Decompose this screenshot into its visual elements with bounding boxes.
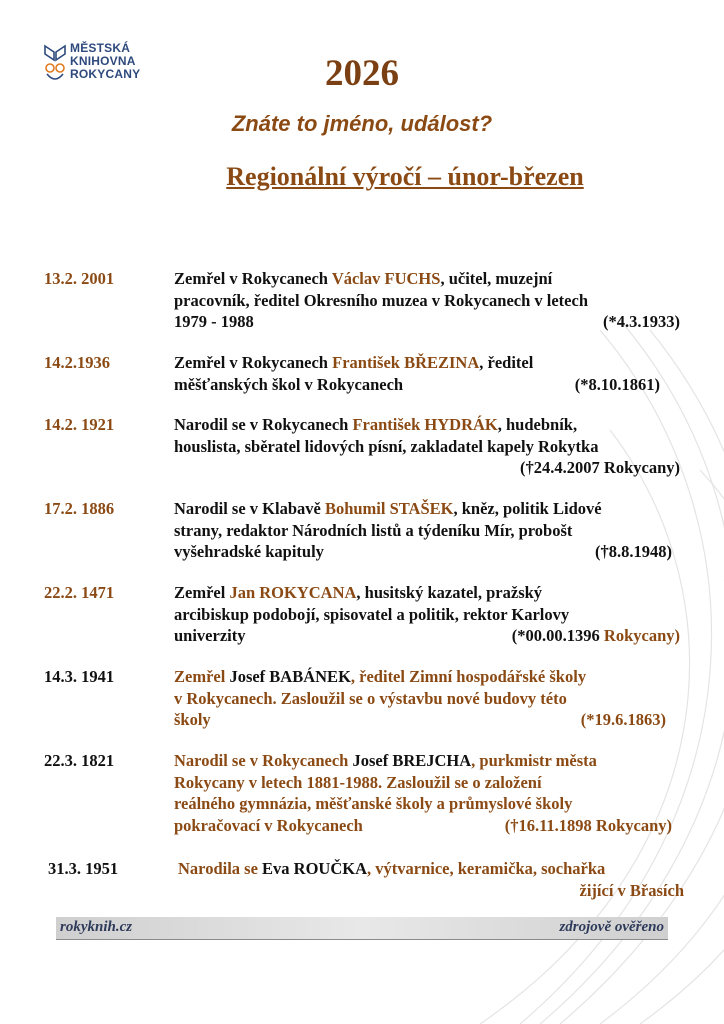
entry-event: Zemřel v Rokycanech	[174, 269, 332, 288]
page-year: 2026	[325, 53, 399, 94]
entry-text	[174, 750, 680, 836]
entry-desc: , učitel, muzejní	[440, 269, 553, 288]
entry-lifedate: (*8.10.1861)	[574, 374, 660, 394]
entry-line: v Rokycanech. Zasloužil se o výstavbu nové budovy této	[174, 688, 567, 708]
entry-date: 17.2. 1886	[44, 499, 115, 518]
page-subtitle: Znáte to jméno, událost?	[231, 111, 493, 136]
entry-date: 14.2.1936	[44, 353, 110, 372]
person-name: Josef BREJCHA	[352, 751, 472, 770]
entry-line: Rokycany v letech 1881-1988. Zasloužil se o založení	[174, 772, 542, 792]
entry-line	[174, 268, 680, 290]
entry-lifedate: (†16.11.1898 Rokycany)	[504, 815, 672, 835]
entry-line	[174, 374, 680, 396]
entry-line	[174, 666, 680, 688]
entry-text	[178, 858, 684, 901]
entry-desc: 1979 - 1988	[174, 312, 254, 331]
entry-event: Zemřel v Rokycanech	[174, 353, 333, 372]
entry-line	[174, 582, 680, 604]
entry-line: pracovník, ředitel Okresního muzea v Rokycanech v letech	[174, 290, 588, 310]
entry-line	[174, 709, 680, 731]
entry-date: 13.2. 2001	[44, 269, 115, 288]
entry-desc: vyšehradské kapituly	[174, 542, 324, 561]
entry-line	[174, 498, 680, 520]
entry-lifedate: (*4.3.1933)	[603, 312, 680, 331]
entry-desc: , ředitel Zimní hospodářské školy	[350, 667, 587, 686]
entry-text	[174, 582, 680, 647]
entry-line: žijící v Břasích	[579, 880, 684, 900]
entry-event: Narodila se	[178, 859, 263, 878]
person-name: Josef BABÁNEK	[229, 667, 351, 686]
entry-desc: pokračovací v Rokycanech	[174, 815, 363, 835]
person-name: Bohumil STAŠEK	[324, 499, 454, 518]
entry-lifedate: (*19.6.1863)	[580, 710, 666, 729]
page-title	[0, 162, 724, 192]
footer-verified-note: zdrojově ověřeno	[559, 919, 664, 935]
entry-line: reálného gymnázia, měšťanské školy a průmyslové školy	[174, 794, 573, 813]
entry-event: Narodil se v Klabavě	[174, 499, 325, 518]
entry-desc: měšťanských škol v Rokycanech	[174, 374, 404, 394]
entry-line: arcibiskup podobojí, spisovatel a politik, rektor Karlovy	[174, 604, 570, 624]
entry-line	[174, 541, 680, 563]
entry-text	[174, 498, 680, 563]
page-title-text: Regionální výročí – únor-březen	[226, 162, 584, 191]
footer-bar	[56, 917, 668, 940]
entry-date: 14.2. 1921	[44, 415, 115, 434]
entry-desc: , hudebník,	[497, 415, 578, 434]
entry-lifedate-place: Rokycany)	[603, 626, 680, 645]
entry-desc: školy	[174, 710, 211, 729]
entry-event: Zemřel	[174, 583, 230, 602]
entry-text	[174, 352, 680, 395]
entry-line	[174, 352, 680, 374]
entry-line	[174, 311, 680, 333]
person-name: Václav FUCHS	[331, 269, 441, 288]
person-name: František BŘEZINA	[332, 353, 480, 372]
entry-line	[174, 750, 680, 772]
entry-line	[174, 625, 680, 647]
entry-line	[178, 858, 684, 880]
entry-text	[174, 414, 680, 479]
entry-lifedate: (†8.8.1948)	[595, 542, 672, 561]
entry-desc: , ředitel	[479, 353, 534, 372]
entry-text	[174, 666, 680, 731]
entry-desc: univerzity	[174, 626, 246, 645]
entry-date: 22.2. 1471	[44, 583, 115, 602]
logo-line-1: MĚSTSKÁ	[70, 41, 131, 55]
entry-desc: , kněz, politik Lidové	[453, 499, 602, 518]
logo-line-3: ROKYCANY	[70, 67, 141, 81]
entry-lifedate-date: (*00.00.1396	[511, 626, 604, 645]
entry-line: strany, redaktor Národních listů a týdeníku Mír, probošt	[174, 520, 573, 540]
entry-desc: , husitský kazatel, pražský	[356, 583, 543, 602]
entry-date: 14.3. 1941	[44, 667, 115, 686]
logo-line-2: KNIHOVNA	[70, 54, 136, 68]
person-name: Eva ROUČKA	[262, 859, 367, 878]
entry-desc: , purkmistr města	[471, 751, 597, 770]
entry-text	[174, 268, 680, 333]
person-name: Jan ROKYCANA	[229, 583, 357, 602]
entry-date: 22.3. 1821	[44, 751, 115, 770]
entry-event: Zemřel	[174, 667, 230, 686]
entry-line-part	[174, 268, 552, 290]
entry-line: houslista, sběratel lidových písní, zakladatel kapely Rokytka	[174, 436, 599, 456]
entry-date: 31.3. 1951	[48, 859, 119, 878]
entry-lifedate	[512, 625, 680, 647]
person-name: František HYDRÁK	[352, 415, 498, 434]
footer-website-link[interactable]: rokyknih.cz	[60, 919, 133, 935]
entry-line	[174, 414, 680, 436]
entry-line	[174, 815, 680, 837]
entry-event: Narodil se v Rokycanech	[174, 751, 353, 770]
entry-event: Narodil se v Rokycanech	[174, 415, 353, 434]
entry-desc: , výtvarnice, keramička, sochařka	[367, 859, 606, 878]
entry-lifedate: (†24.4.2007 Rokycany)	[520, 458, 680, 477]
